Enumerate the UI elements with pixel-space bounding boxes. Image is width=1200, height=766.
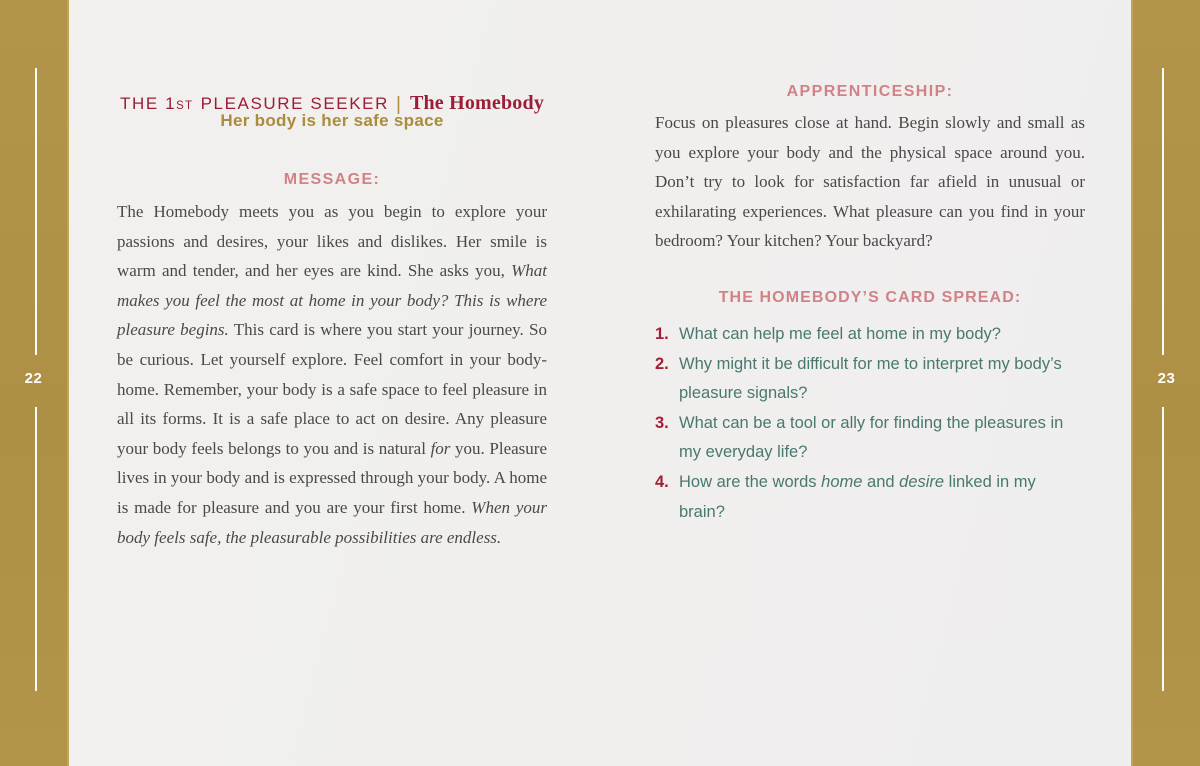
card-subtitle: Her body is her safe space <box>220 111 444 130</box>
left-band-rule-top <box>35 68 37 355</box>
item-segment: How are the words <box>679 472 822 491</box>
message-segment: you. Pleasure lives in your body and is expressed through your body. A home is made for pleasure and you are your first home. <box>117 438 547 517</box>
left-band-rule-bottom <box>35 407 37 691</box>
message-segment: This card is where you start your journey. So be curious. Let yourself explore. Feel comfort in your body-home. Remember, your body is a safe space to feel pleasure in all its forms. It is a safe place to act on desire. Any pleasure your body feels belongs to you and is natural <box>117 320 547 458</box>
right-band-rule-top <box>1162 68 1164 355</box>
item-number: 3. <box>655 413 669 432</box>
message-segment-italic: What makes you feel the most at home in your body? This is where pleasure begins. <box>117 261 547 340</box>
card-series-prefix: THE 1 <box>119 94 177 113</box>
card-series-rest: PLEASURE SEEKER <box>194 94 389 113</box>
left-gold-band <box>0 0 69 766</box>
apprenticeship-heading: APPRENTICESHIP: <box>786 83 954 100</box>
right-band-rule-bottom <box>1162 407 1164 691</box>
right-page <box>600 0 1133 766</box>
item-text <box>679 320 1085 350</box>
card-spread-item <box>655 468 1085 527</box>
card-name: The Homebody <box>409 92 545 114</box>
card-spread-item <box>655 350 1085 409</box>
item-segment-italic: desire <box>899 472 945 491</box>
message-segment: The Homebody meets you as you begin to explore your passions and desires, your likes and dislikes. Her smile is warm and tender, and her eyes are kind. She asks you, <box>117 202 547 281</box>
item-text <box>679 350 1085 409</box>
item-segment: linked in my brain? <box>679 472 1036 521</box>
message-heading: MESSAGE: <box>283 171 381 188</box>
message-segment-italic: When your body feels safe, the pleasurable possibilities are endless. <box>117 497 547 547</box>
item-segment: and <box>862 472 900 491</box>
right-gold-band <box>1131 0 1200 766</box>
left-page-number: 22 <box>24 370 43 387</box>
item-text <box>679 468 1085 527</box>
card-spread-heading: THE HOMEBODY’S CARD SPREAD: <box>718 289 1022 306</box>
item-segment-italic: home <box>821 472 863 491</box>
apprenticeship-paragraph: Focus on pleasures close at hand. Begin slowly and small as you explore your body and the physical space around you. Don’t try to look for satisfaction far afield in unusual or exhilarating experiences. What pleasure can you find in your bedroom? Your kitchen? Your backyard? <box>655 113 1085 251</box>
card-spread-item <box>655 320 1085 350</box>
item-segment: Why might it be difficult for me to interpret my body’s pleasure signals? <box>679 354 1062 403</box>
item-text <box>679 409 1085 468</box>
message-paragraph <box>117 197 547 552</box>
left-page <box>67 0 600 766</box>
card-ordinal-suffix: ST <box>176 100 194 112</box>
card-spread-list <box>655 320 1085 527</box>
card-spread-item <box>655 409 1085 468</box>
item-number: 2. <box>655 354 669 373</box>
item-segment: What can be a tool or ally for finding the pleasures in my everyday life? <box>679 413 1064 462</box>
item-number: 4. <box>655 472 669 491</box>
message-segment-italic: for <box>430 438 451 458</box>
item-number: 1. <box>655 325 669 343</box>
item-segment: What can help me feel at home in my body? <box>679 325 1001 343</box>
title-divider-bar: | <box>396 94 401 115</box>
right-page-number: 23 <box>1157 370 1176 387</box>
